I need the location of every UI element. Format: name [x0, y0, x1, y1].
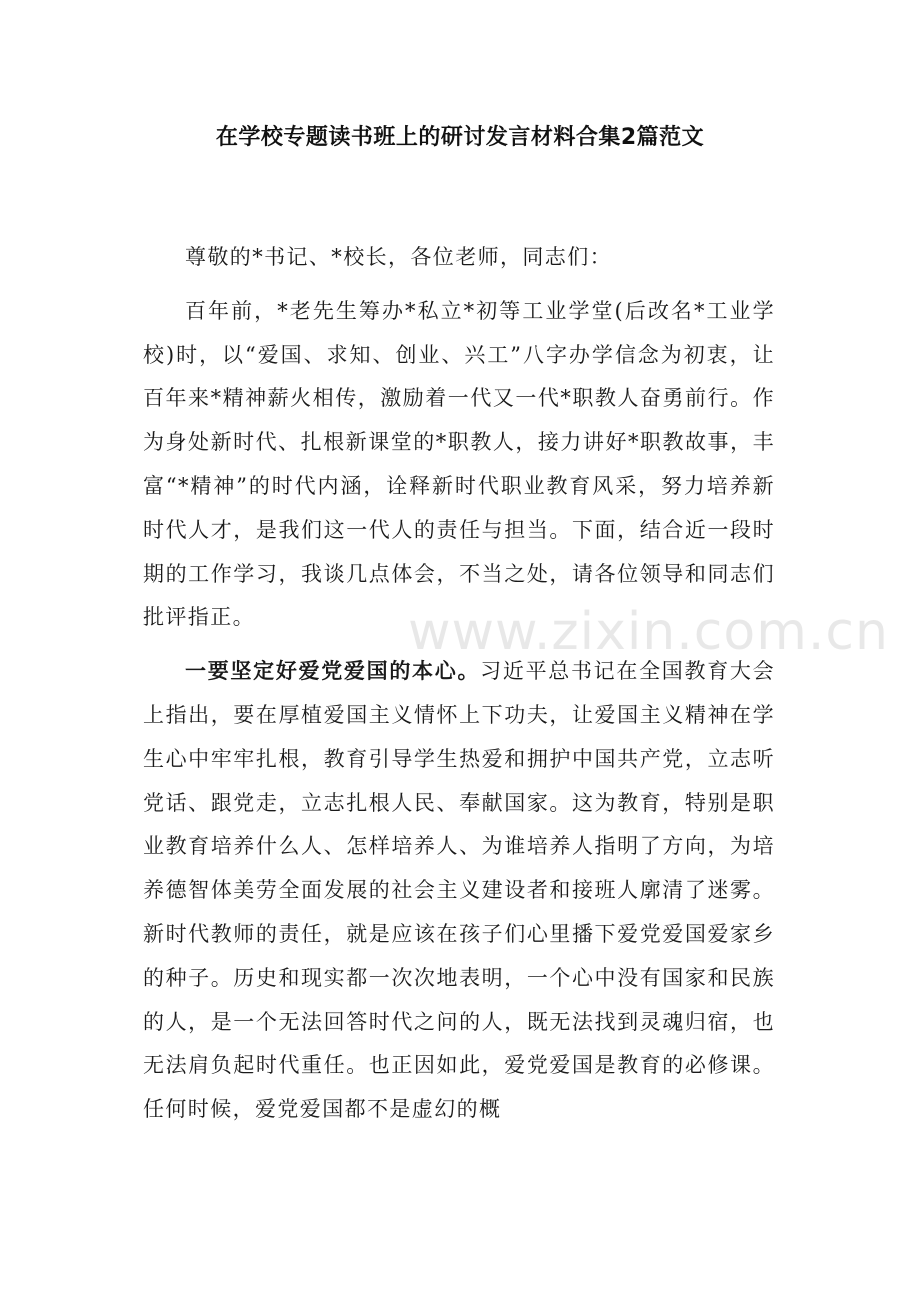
document-body: [143, 236, 775, 1132]
paragraph-2-lead: 一要坚定好爱党爱国的本心。: [185, 659, 481, 684]
paragraph-2: [143, 650, 775, 1132]
watermark: www.zixin.com.cn: [408, 602, 889, 662]
document-title: 在学校专题读书班上的研讨发言材料合集2篇范文: [215, 125, 705, 150]
salutation: 尊敬的*书记、*校长，各位老师，同志们：: [185, 245, 612, 269]
paragraph-2-body: 习近平总书记在全国教育大会上指出，要在厚植爱国主义情怀上下功夫，让爱国主义精神在学生心中牢牢扎根，教育引导学生热爱和拥护中国共产党，立志听党话、跟党走，立志扎根人民、奉献国家。这为教育，特别是职业教育培养什么人、怎样培养人、为谁培养人指明了方向，为培养德智体美劳全面发展的社会主义建设者和接班人廓清了迷雾。新时代教师的责任，就是应该在孩子们心里播下爱党爱国爱家乡的种子。历史和现实都一次次地表明，一个心中没有国家和民族的人，是一个无法回答时代之问的人，既无法找到灵魂归宿，也无法肩负起时代重任。也正因如此，爱党爱国是教育的必修课。任何时候，爱党爱国都不是虚幻的概: [143, 659, 776, 1122]
paragraph-1: 百年前，*老先生筹办*私立*初等工业学堂(后改名*工业学校)时，以“爱国、求知、创业、兴工”八字办学信念为初衷，让百年来*精神薪火相传，激励着一代又一代*职教人奋勇前行。作为身处新时代、扎根新课堂的*职教人，接力讲好*职教故事，丰富“*精神”的时代内涵，诠释新时代职业教育风采，努力培养新时代人才，是我们这一代人的责任与担当。下面，结合近一段时期的工作学习，我谈几点体会，不当之处，请各位领导和同志们批评指正。: [143, 298, 775, 630]
